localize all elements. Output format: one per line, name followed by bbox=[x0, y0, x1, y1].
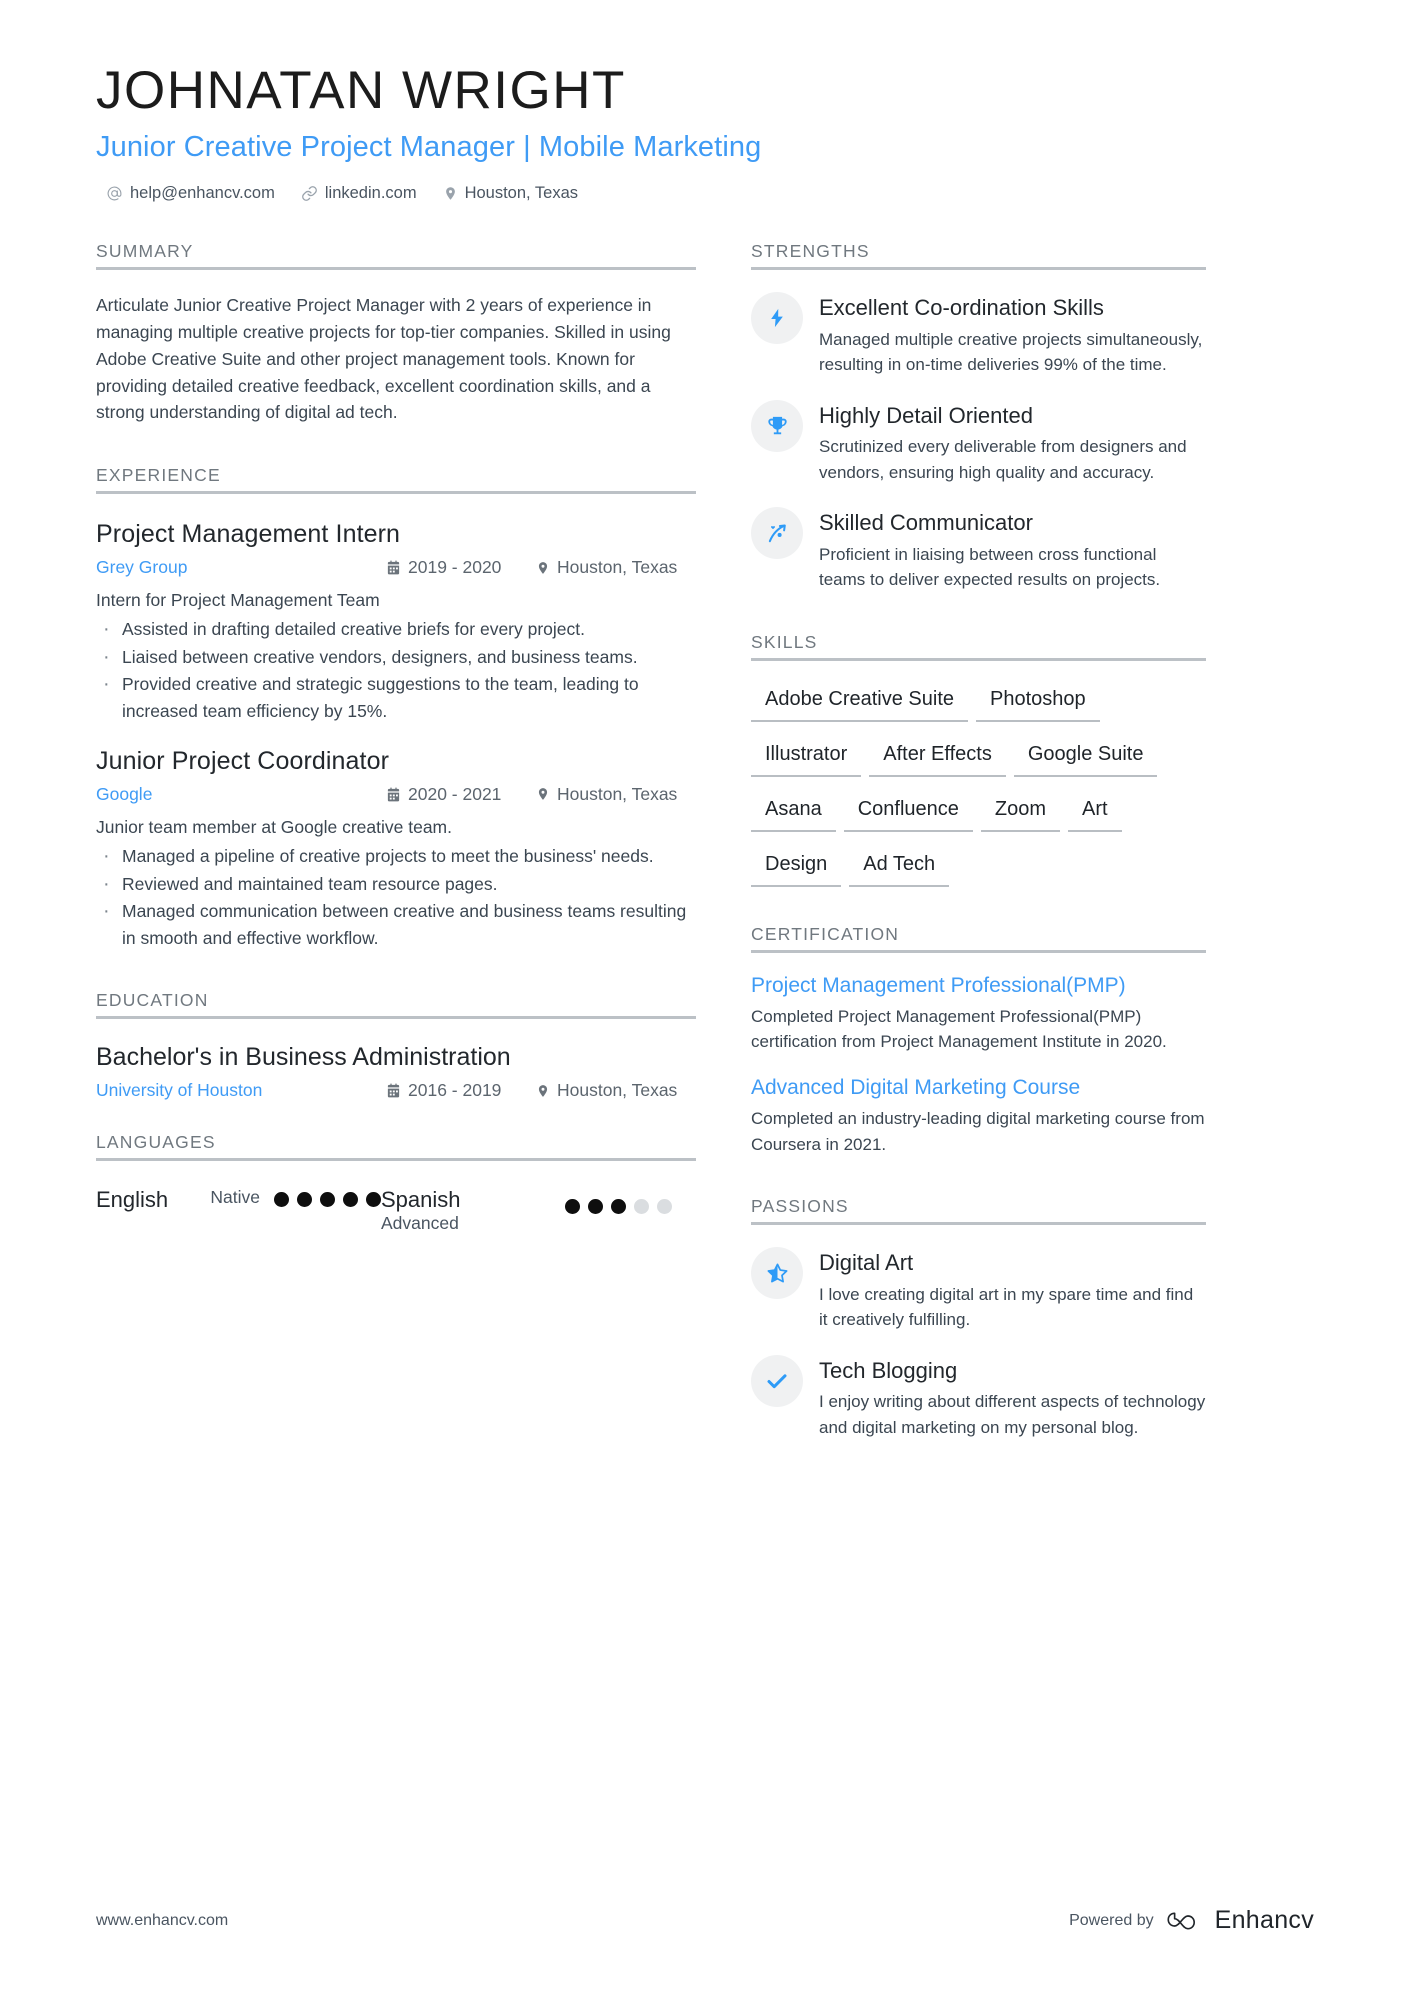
passion-title: Tech Blogging bbox=[819, 1357, 958, 1383]
section-heading-experience: EXPERIENCE bbox=[96, 465, 221, 486]
resume-body bbox=[96, 241, 1314, 1445]
list-item: · Provided creative and strategic suggestions to the team, leading to increased team efficiency by 15%. bbox=[96, 671, 696, 724]
language-proficiency-dots bbox=[274, 1192, 381, 1207]
passion-item bbox=[751, 1355, 1206, 1441]
list-item: · Liaised between creative vendors, designers, and business teams. bbox=[96, 644, 696, 671]
certification-title[interactable]: Project Management Professional(PMP) bbox=[751, 973, 1126, 997]
experience-location-text: Houston, Texas bbox=[557, 557, 678, 578]
left-column bbox=[96, 241, 696, 1445]
experience-meta bbox=[96, 784, 696, 805]
strength-title: Excellent Co-ordination Skills bbox=[819, 295, 1104, 321]
language-name: English bbox=[96, 1187, 169, 1213]
dot-empty bbox=[634, 1199, 649, 1214]
experience-company[interactable]: Grey Group bbox=[96, 557, 188, 578]
strength-title: Highly Detail Oriented bbox=[819, 402, 1033, 428]
experience-location-text: Houston, Texas bbox=[557, 783, 678, 804]
experience-role: Project Management Intern bbox=[96, 520, 401, 549]
dot-filled bbox=[366, 1192, 381, 1207]
strength-desc: Managed multiple creative projects simultaneously, resulting in on-time deliveries 99% of the time. bbox=[819, 329, 1203, 375]
section-experience bbox=[96, 465, 696, 951]
experience-item bbox=[96, 747, 696, 952]
education-location-text: Houston, Texas bbox=[557, 1080, 678, 1101]
contact-location bbox=[443, 184, 578, 203]
language-level: Advanced bbox=[381, 1213, 459, 1234]
experience-item bbox=[96, 520, 696, 725]
certification-item bbox=[751, 973, 1206, 1055]
footer-powered-by bbox=[1069, 1906, 1314, 1935]
section-certification bbox=[751, 924, 1206, 1158]
section-rule bbox=[751, 267, 1206, 270]
languages-row bbox=[96, 1187, 696, 1234]
location-pin-icon bbox=[536, 786, 550, 802]
passion-item bbox=[751, 1247, 1206, 1333]
contact-row bbox=[106, 184, 1314, 203]
section-heading-education: EDUCATION bbox=[96, 990, 209, 1011]
education-location bbox=[536, 1080, 696, 1101]
contact-email-text: help@enhancv.com bbox=[130, 184, 275, 203]
experience-date-text: 2019 - 2020 bbox=[408, 557, 502, 578]
section-rule bbox=[751, 658, 1206, 661]
certification-desc: Completed Project Management Professional(PMP) certification from Project Management Institute in 2020. bbox=[751, 1006, 1167, 1052]
list-item: · Reviewed and maintained team resource pages. bbox=[96, 871, 696, 898]
check-icon bbox=[751, 1355, 803, 1407]
skill-tag[interactable]: Design bbox=[751, 846, 841, 887]
section-rule bbox=[96, 267, 696, 270]
education-date bbox=[386, 1080, 536, 1101]
enhancv-logo bbox=[1166, 1906, 1314, 1935]
section-rule bbox=[751, 1222, 1206, 1225]
experience-location bbox=[536, 784, 696, 805]
strength-item bbox=[751, 400, 1206, 486]
dot-filled bbox=[611, 1199, 626, 1214]
section-rule bbox=[96, 1016, 696, 1019]
section-heading-languages: LANGUAGES bbox=[96, 1132, 216, 1153]
powered-by-label: Powered by bbox=[1069, 1911, 1154, 1929]
at-icon bbox=[106, 185, 123, 202]
section-heading-passions: PASSIONS bbox=[751, 1196, 849, 1217]
skill-tag[interactable]: Asana bbox=[751, 791, 836, 832]
skill-tag[interactable]: Confluence bbox=[844, 791, 973, 832]
strength-item bbox=[751, 292, 1206, 378]
section-heading-strengths: STRENGTHS bbox=[751, 241, 870, 262]
resume-header bbox=[96, 60, 1314, 203]
dot-filled bbox=[588, 1199, 603, 1214]
location-pin-icon bbox=[536, 560, 550, 576]
dot-filled bbox=[274, 1192, 289, 1207]
experience-lead: Junior team member at Google creative team. bbox=[96, 816, 452, 837]
certification-desc: Completed an industry-leading digital marketing course from Coursera in 2021. bbox=[751, 1109, 1205, 1154]
skill-tag[interactable]: Google Suite bbox=[1014, 736, 1158, 777]
experience-date-text: 2020 - 2021 bbox=[408, 783, 502, 804]
right-column bbox=[751, 241, 1206, 1445]
sparkle-arrow-icon bbox=[751, 507, 803, 559]
experience-role: Junior Project Coordinator bbox=[96, 746, 390, 775]
section-strengths bbox=[751, 241, 1206, 593]
certification-item bbox=[751, 1075, 1206, 1157]
footer bbox=[96, 1906, 1314, 1935]
experience-date bbox=[386, 557, 536, 578]
experience-date bbox=[386, 784, 536, 805]
certification-title[interactable]: Advanced Digital Marketing Course bbox=[751, 1075, 1081, 1099]
page-title: JOHNATAN WRIGHT bbox=[96, 61, 626, 120]
passion-desc: I enjoy writing about different aspects of technology and digital marketing on my personal blog. bbox=[819, 1392, 1206, 1437]
strength-title: Skilled Communicator bbox=[819, 510, 1033, 536]
language-proficiency-dots bbox=[565, 1199, 672, 1214]
list-item: · Assisted in drafting detailed creative briefs for every project. bbox=[96, 616, 696, 643]
education-school[interactable]: University of Houston bbox=[96, 1080, 263, 1101]
section-rule bbox=[96, 491, 696, 494]
link-icon bbox=[301, 185, 318, 202]
experience-meta bbox=[96, 557, 696, 578]
dot-empty bbox=[657, 1199, 672, 1214]
enhancv-wordmark: Enhancv bbox=[1214, 1906, 1314, 1934]
section-education bbox=[96, 990, 696, 1101]
skill-tag[interactable]: After Effects bbox=[869, 736, 1006, 777]
location-pin-icon bbox=[443, 185, 458, 202]
experience-bullets bbox=[96, 843, 696, 951]
experience-location bbox=[536, 557, 696, 578]
dot-filled bbox=[565, 1199, 580, 1214]
contact-linkedin-text: linkedin.com bbox=[324, 184, 417, 203]
list-item: · Managed communication between creative and business teams resulting in smooth and effective workflow. bbox=[96, 898, 696, 951]
language-item-spanish bbox=[381, 1187, 696, 1234]
language-level: Native bbox=[210, 1187, 260, 1208]
enhancv-mark-icon bbox=[1166, 1908, 1206, 1934]
contact-email[interactable] bbox=[106, 184, 275, 203]
lightning-bolt-icon bbox=[751, 292, 803, 344]
education-degree: Bachelor's in Business Administration bbox=[96, 1043, 511, 1072]
skill-tag[interactable]: Adobe Creative Suite bbox=[751, 681, 968, 722]
strength-desc: Proficient in liaising between cross functional teams to deliver expected results on projects. bbox=[819, 544, 1161, 590]
section-summary bbox=[96, 241, 696, 426]
dot-filled bbox=[297, 1192, 312, 1207]
education-item bbox=[96, 1043, 696, 1101]
section-heading-certification: CERTIFICATION bbox=[751, 923, 900, 944]
education-date-text: 2016 - 2019 bbox=[408, 1080, 502, 1101]
calendar-icon bbox=[386, 1083, 401, 1098]
experience-bullets bbox=[96, 616, 696, 724]
dot-filled bbox=[343, 1192, 358, 1207]
passion-desc: I love creating digital art in my spare time and find it creatively fulfilling. bbox=[819, 1284, 1194, 1330]
passion-title: Digital Art bbox=[819, 1250, 914, 1276]
summary-text: Articulate Junior Creative Project Manager with 2 years of experience in managing multiple creative projects for top-tier companies. Skilled in using Adobe Creative Suite and other project management tools. Known for providing detailed creative feedback, excellent coordination skills, and a strong understanding of digital ad tech. bbox=[96, 295, 671, 423]
skill-tag[interactable]: Zoom bbox=[981, 791, 1060, 832]
section-passions bbox=[751, 1196, 1206, 1440]
job-title: Junior Creative Project Manager | Mobile Marketing bbox=[96, 130, 762, 163]
section-skills bbox=[751, 632, 1206, 901]
calendar-icon bbox=[386, 787, 401, 802]
dot-filled bbox=[320, 1192, 335, 1207]
skill-tag[interactable]: Illustrator bbox=[751, 736, 861, 777]
list-item: · Managed a pipeline of creative projects to meet the business' needs. bbox=[96, 843, 696, 870]
strength-desc: Scrutinized every deliverable from designers and vendors, ensuring high quality and accuracy. bbox=[819, 437, 1187, 482]
strength-item bbox=[751, 507, 1206, 593]
education-meta bbox=[96, 1080, 696, 1101]
experience-lead: Intern for Project Management Team bbox=[96, 590, 380, 611]
contact-location-text: Houston, Texas bbox=[464, 184, 579, 203]
section-rule bbox=[96, 1158, 696, 1161]
skill-tag[interactable]: Photoshop bbox=[976, 681, 1100, 722]
experience-company[interactable]: Google bbox=[96, 783, 153, 804]
star-half-icon bbox=[751, 1247, 803, 1299]
language-item-english bbox=[96, 1187, 381, 1213]
section-heading-skills: SKILLS bbox=[751, 631, 818, 652]
skills-list bbox=[751, 681, 1206, 901]
section-rule bbox=[751, 950, 1206, 953]
language-name: Spanish bbox=[381, 1187, 461, 1213]
contact-linkedin[interactable] bbox=[301, 184, 417, 203]
trophy-icon bbox=[751, 400, 803, 452]
footer-website[interactable]: www.enhancv.com bbox=[96, 1911, 229, 1929]
section-languages bbox=[96, 1132, 696, 1234]
skill-tag[interactable]: Art bbox=[1068, 791, 1122, 832]
skill-tag[interactable]: Ad Tech bbox=[849, 846, 949, 887]
calendar-icon bbox=[386, 560, 401, 575]
location-pin-icon bbox=[536, 1083, 550, 1099]
section-heading-summary: SUMMARY bbox=[96, 241, 194, 262]
